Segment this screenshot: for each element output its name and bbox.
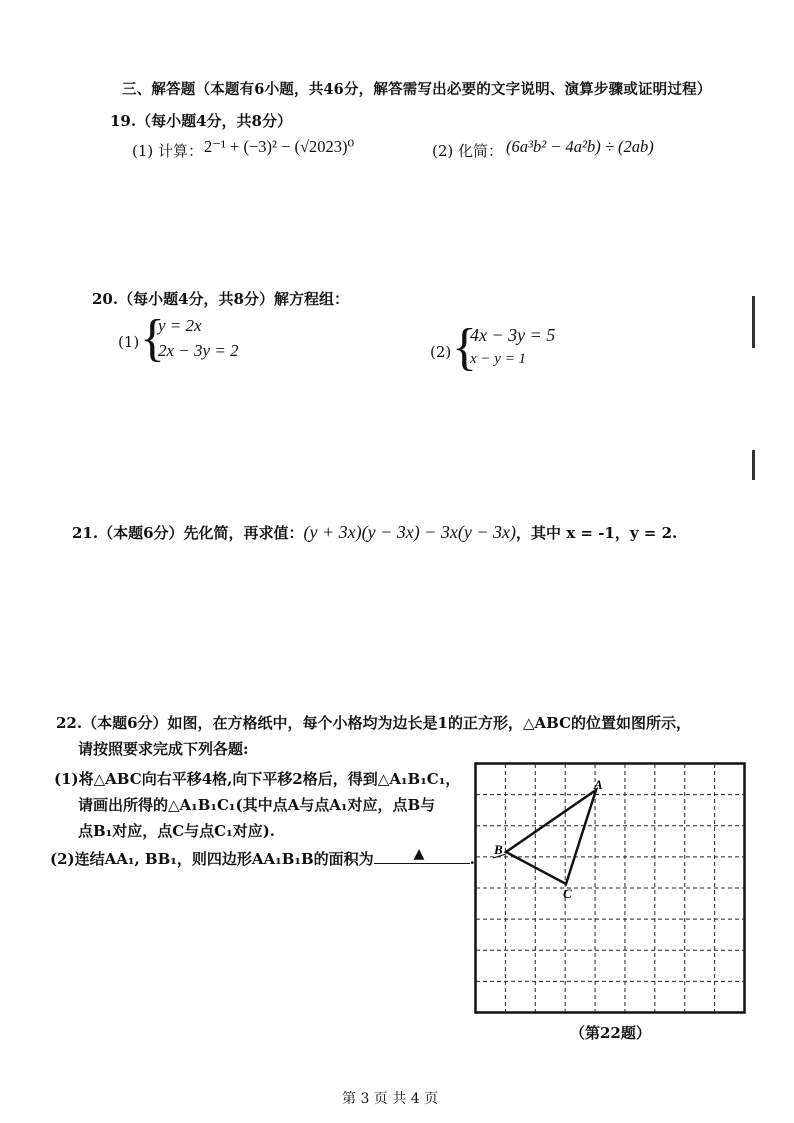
triangle-marker-icon: ▲ xyxy=(413,846,425,862)
point-label-a: A xyxy=(594,777,603,792)
q21-expression: (y + 3x)(y − 3x) − 3x(y − 3x) xyxy=(303,522,517,542)
q20-part1-brace: { xyxy=(140,310,165,367)
q19-title: 19.（每小题4分，共8分） xyxy=(110,112,292,130)
q20-part2-equation-2: x − y = 1 xyxy=(470,351,527,367)
q20-part2-equation-1: 4x − 3y = 5 xyxy=(470,325,556,345)
q22-part2-end: . xyxy=(469,850,475,868)
q19-part1-label: (1) 计算： xyxy=(132,142,204,160)
q21-prompt: 21.（本题6分）先化简，再求值： xyxy=(72,524,304,542)
q22-part1-line2: 请画出所得的△A₁B₁C₁(其中点A与点A₁对应，点B与 xyxy=(78,796,436,814)
q22-part1-line1: (1)将△ABC向右平移4格,向下平移2格后，得到△A₁B₁C₁， xyxy=(54,770,461,788)
figure-caption: （第22题） xyxy=(570,1024,651,1042)
scan-edge-mark xyxy=(752,450,755,480)
q22-part2-text: (2)连结AA₁, BB₁，则四边形AA₁B₁B的面积为 xyxy=(50,850,374,868)
q22-line2: 请按照要求完成下列各题: xyxy=(78,740,249,758)
scan-edge-mark xyxy=(752,296,755,348)
q21-condition: ，其中 x = -1，y = 2. xyxy=(516,524,678,542)
q21-text xyxy=(72,522,677,543)
answer-blank[interactable] xyxy=(374,846,470,864)
q19-part1-expression: 2⁻¹ + (−3)² − (√2023)⁰ xyxy=(204,137,355,156)
q20-part2-brace: { xyxy=(452,319,477,376)
point-label-b: B xyxy=(494,842,503,857)
section-header: 三、解答题（本题有6小题，共46分，解答需写出必要的文字说明、演算步骤或证明过程） xyxy=(122,81,712,98)
page-footer: 第 3 页 共 4 页 xyxy=(342,1091,439,1107)
q22-part2 xyxy=(50,848,475,869)
q20-part2-label: (2) xyxy=(430,343,452,361)
point-label-c: C xyxy=(563,886,572,901)
q20-title: 20.（每小题4分，共8分）解方程组： xyxy=(92,290,349,308)
q22-part1-line3: 点B₁对应，点C与点C₁对应). xyxy=(78,822,276,840)
q20-part1-label: (1) xyxy=(118,333,140,351)
q19-part2-expression: (6a³b² − 4a²b) ÷ (2ab) xyxy=(506,137,654,156)
grid-figure xyxy=(474,762,746,1014)
q20-part1-equation-1: y = 2x xyxy=(158,316,202,335)
q20-part1-equation-2: 2x − 3y = 2 xyxy=(158,341,239,360)
q19-part2-label: (2) 化简： xyxy=(432,142,504,160)
q22-line1: 22.（本题6分）如图，在方格纸中，每个小格均为边长是1的正方形，△ABC的位置如图所示， xyxy=(56,714,692,732)
